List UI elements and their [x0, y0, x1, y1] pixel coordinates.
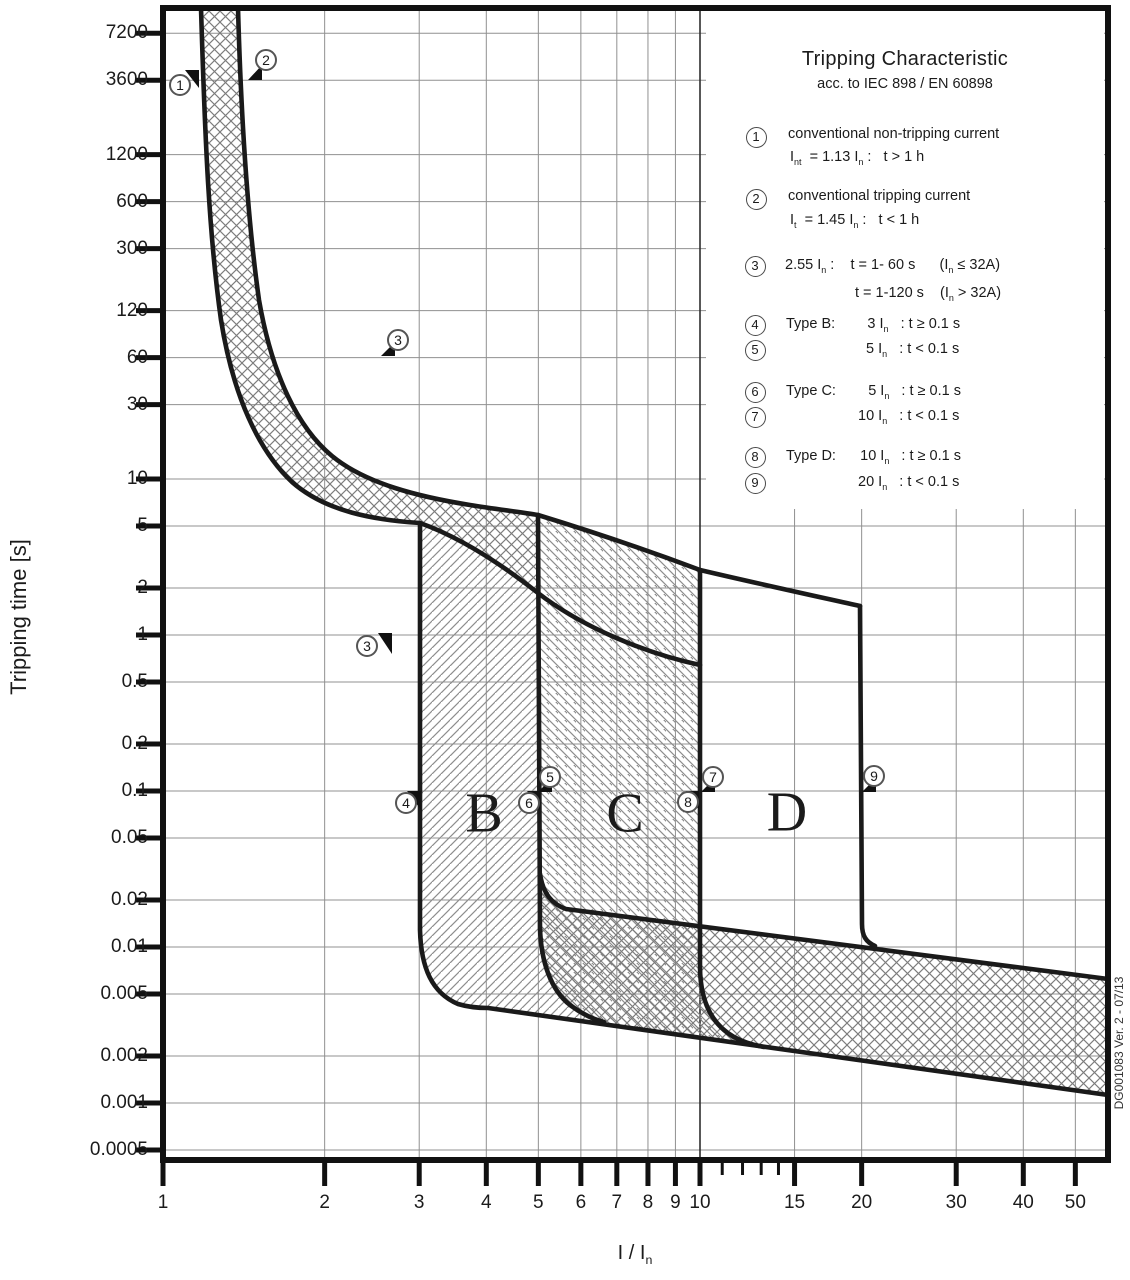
y-tick-label: 10: [126, 468, 148, 489]
x-tick-label: 3: [413, 1192, 425, 1213]
x-tick-label: 50: [1064, 1192, 1086, 1213]
x-axis-title: I / $I_n$: [617, 1242, 653, 1267]
y-tick-label: 7200: [105, 22, 148, 44]
curve-marker-1: 1: [169, 74, 191, 96]
x-tick-label: 8: [642, 1192, 654, 1213]
y-axis-title: Tripping time [s]: [6, 539, 31, 695]
x-tick-label: 30: [945, 1192, 967, 1213]
legend-item-text: $I_t = 1.45$ $I_n$ : t < 1 h: [790, 212, 920, 230]
legend-item-text: 20 $I_n$ : t < 0.1 s: [858, 474, 960, 492]
y-tick-label: 300: [116, 237, 148, 259]
legend-marker-circle: 9: [745, 473, 766, 494]
x-tick-label: 5: [533, 1192, 544, 1213]
y-tick-label: 0.2: [121, 733, 148, 755]
legend-marker-circle: 6: [745, 382, 766, 403]
legend-marker-circle: 5: [745, 340, 766, 361]
y-tick-label: 0.005: [100, 982, 148, 1004]
curve-marker-9: 9: [863, 765, 885, 787]
legend-marker-circle: 4: [745, 315, 766, 336]
region-label-c: C: [606, 782, 644, 845]
legend-item-text: 10 $I_n$ : t < 0.1 s: [858, 408, 960, 426]
thermal-band-fill: [201, 8, 538, 593]
legend-item-text: Type B: 3 $I_n$ : t ≥ 0.1 s: [786, 316, 961, 334]
legend-item-text: conventional non-tripping current: [788, 126, 1000, 142]
x-tick-label: 4: [481, 1192, 492, 1213]
x-tick-label: 7: [611, 1192, 623, 1213]
x-tick-label: 1: [157, 1192, 169, 1213]
x-tick-label: 9: [670, 1192, 681, 1213]
curve-marker-4: 4: [395, 792, 417, 814]
curve-marker-6: 6: [518, 792, 540, 814]
y-tick-label: 600: [116, 190, 148, 212]
legend-item-text: 2.55 $I_n$ : t = 1- 60 s $(I_n \le 32A)$: [785, 257, 1001, 275]
legend-item-text: conventional tripping current: [788, 188, 971, 204]
curve-marker-2: 2: [255, 49, 277, 71]
y-tick-label: 30: [126, 393, 148, 415]
y-tick-label: 0.02: [111, 889, 148, 911]
y-tick-label: 2: [137, 577, 148, 599]
y-tick-label: 0.5: [121, 670, 148, 692]
y-tick-label: 0.001: [100, 1092, 148, 1113]
x-tick-label: 40: [1012, 1192, 1034, 1213]
y-tick-label: 3600: [105, 69, 148, 91]
y-tick-label: 120: [116, 299, 148, 321]
legend-marker-circle: 8: [745, 447, 766, 468]
x-tick-label: 6: [575, 1192, 587, 1213]
legend-item-text: Type D: 10 $I_n$ : t ≥ 0.1 s: [786, 448, 961, 466]
curve-marker-3: 3: [387, 329, 409, 351]
y-tick-label: 0.05: [111, 826, 148, 848]
legend-marker-circle: 2: [746, 189, 767, 210]
curve-marker-8: 8: [677, 791, 699, 813]
region-label-b: B: [465, 782, 503, 845]
y-tick-label: 0.1: [121, 780, 148, 801]
legend-marker-circle: 7: [745, 407, 766, 428]
y-tick-label: 5: [137, 514, 148, 536]
x-tick-label: 20: [851, 1192, 873, 1213]
curve-marker-7: 7: [702, 766, 724, 788]
marker-triangle-3b: [378, 633, 392, 654]
legend-marker-circle: 1: [746, 127, 767, 148]
y-tick-label: 0.01: [111, 936, 148, 957]
legend-item-text: $I_{nt} = 1.13$ $I_n$ : t > 1 h: [790, 149, 925, 167]
x-tick-label: 15: [783, 1192, 806, 1213]
y-tick-label: 60: [126, 346, 148, 368]
x-tick-label: 10: [689, 1192, 711, 1213]
y-tick-label: 1: [137, 624, 148, 645]
y-tick-label: 0.002: [100, 1045, 148, 1067]
region-label-d: D: [766, 781, 808, 844]
legend-item-text: 5 $I_n$ : t < 0.1 s: [866, 341, 960, 359]
x-tick-label: 2: [319, 1192, 330, 1213]
y-tick-label: 0.0005: [89, 1138, 148, 1160]
y-tick-label: 1200: [105, 143, 148, 165]
legend-item-text: Type C: 5 $I_n$ : t ≥ 0.1 s: [786, 383, 961, 401]
chart-subtitle: acc. to IEC 898 / EN 60898: [817, 76, 993, 92]
document-id-watermark: DG001083 Ver. 2 - 07/13: [1112, 976, 1126, 1110]
legend-marker-circle: 3: [745, 256, 766, 277]
curve-marker-3: 3: [356, 635, 378, 657]
legend-item-text: t = 1-120 s $(I_n > 32A)$: [855, 285, 1002, 303]
curve-marker-5: 5: [539, 766, 561, 788]
chart-title: Tripping Characteristic: [801, 48, 1009, 70]
